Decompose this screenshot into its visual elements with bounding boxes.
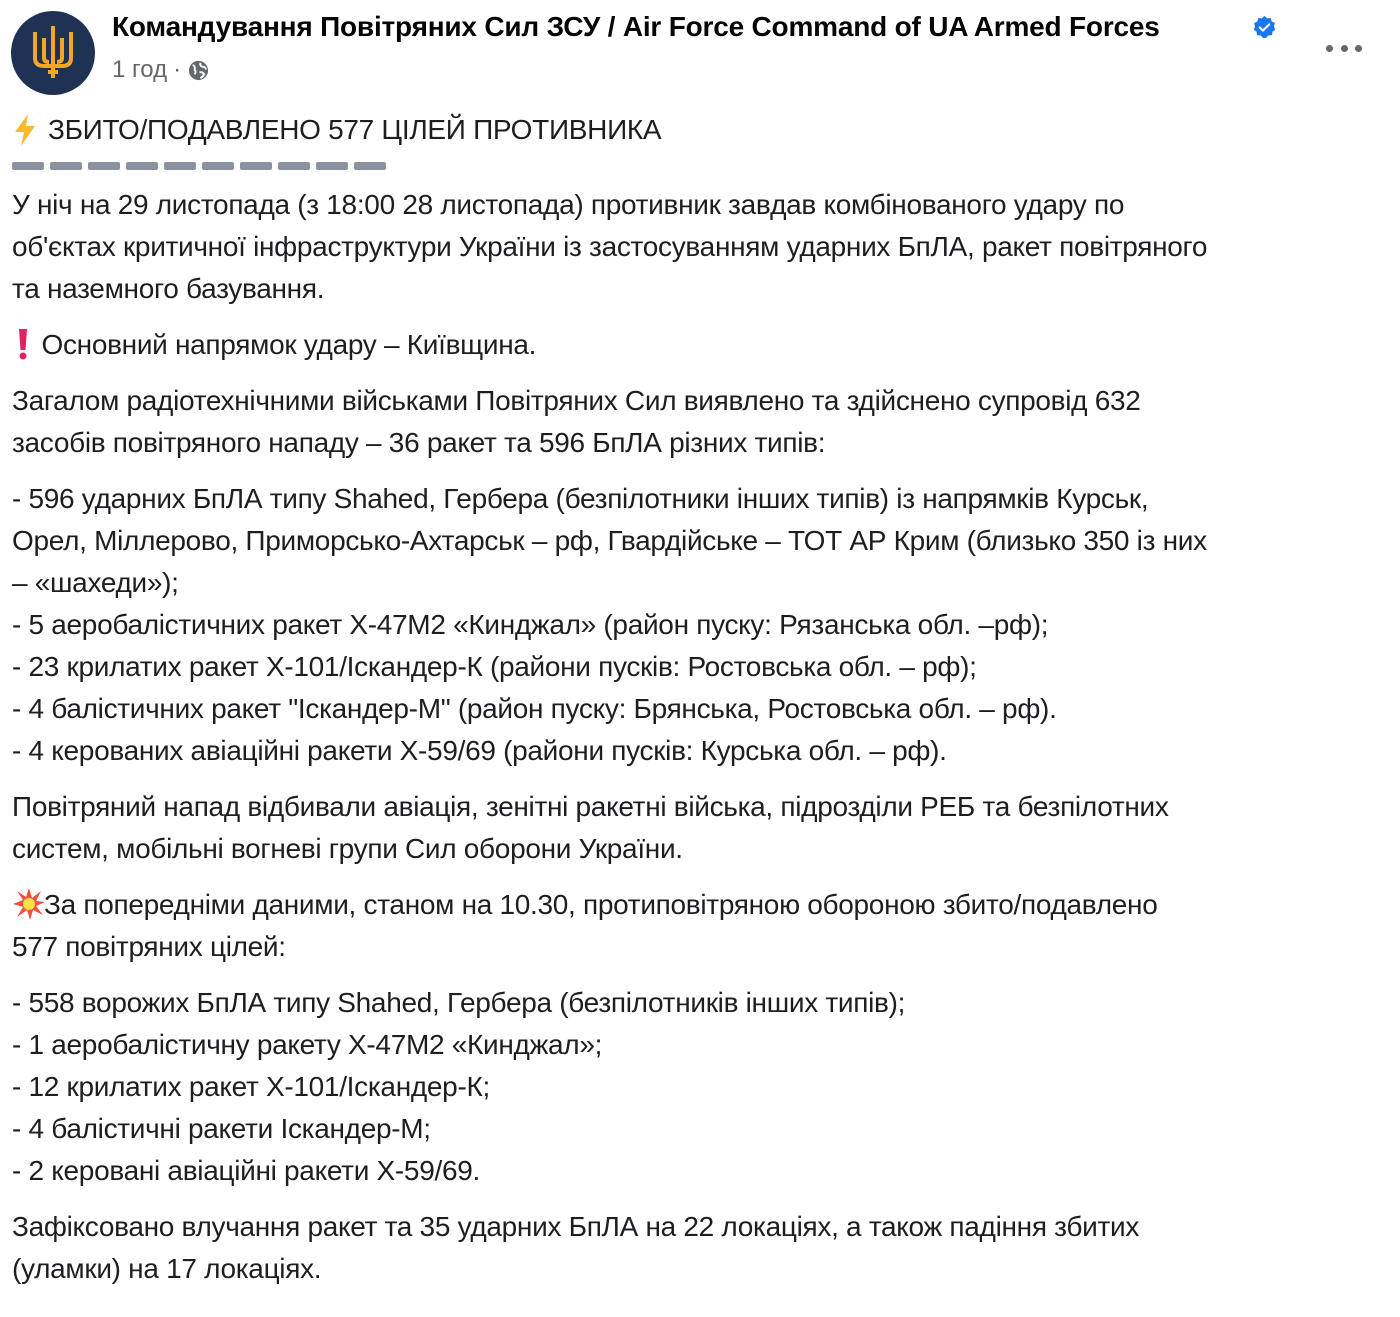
main-direction: Основний напрямок удару – Київщина. — [12, 324, 1392, 366]
globe-icon — [187, 59, 210, 82]
defense-paragraph: Повітряний напад відбивали авіація, зенітні ракетні війська, підрозділи РЕБ та безпілотних систем, мобільні вогневі групи Сил оборони України. — [12, 791, 1169, 864]
author-name[interactable]: Командування Повітряних Сил ЗСУ / Air Force Command of UA Armed Forces — [112, 11, 1160, 42]
post-headline — [12, 108, 1392, 152]
divider-line — [12, 162, 1392, 172]
headline-text: ЗБИТО/ПОДАВЛЕНО 577 ЦІЛЕЙ ПРОТИВНИКА — [48, 114, 662, 145]
post-header — [0, 0, 1400, 100]
trident-icon — [30, 24, 76, 82]
post-meta — [112, 56, 210, 84]
list-item: - 12 крилатих ракет Х-101/Іскандер-К; — [12, 1071, 490, 1102]
list-item: - 558 ворожих БпЛА типу Shahed, Гербера (безпілотників інших типів); — [12, 987, 906, 1018]
post-body — [12, 108, 1392, 1290]
list-item: - 596 ударних БпЛА типу Shahed, Гербера (безпілотники інших типів) із напрямків Курськ, — [12, 483, 1149, 514]
more-options-icon — [1326, 45, 1333, 52]
list-item: - 23 крилатих ракет Х-101/Іскандер-К (райони пусків: Ростовська обл. – рф); — [12, 651, 977, 682]
explosion-icon — [12, 887, 46, 921]
detected-summary: Загалом радіотехнічними військами Повітряних Сил виявлено та здійснено супровід 632 засобів повітряного нападу – 36 ракет та 596 БпЛА різних типів: — [12, 385, 1141, 458]
list-item: - 2 керовані авіаційні ракети Х-59/69. — [12, 1155, 480, 1186]
list-item: - 1 аеробалістичну ракету Х-47М2 «Кинджал»; — [12, 1029, 603, 1060]
hits-paragraph: Зафіксовано влучання ракет та 35 ударних БпЛА на 22 локаціях, а також падіння збитих (уламки) на 17 локаціях. — [12, 1211, 1140, 1284]
list-item: - 4 балістичні ракети Іскандер-М; — [12, 1113, 431, 1144]
intro-paragraph: У ніч на 29 листопада (з 18:00 28 листопада) противник завдав комбінованого удару по об'єктах критичної інфраструктури України із застосуванням ударних БпЛА, ракет повітряного та наземного базування. — [12, 189, 1208, 304]
timestamp-link[interactable]: 1 год — [112, 56, 168, 83]
meta-separator: · — [173, 56, 182, 83]
lightning-icon — [12, 113, 38, 147]
avatar[interactable] — [11, 11, 95, 95]
exclamation-icon — [12, 326, 34, 362]
result-list — [12, 982, 1392, 1192]
result-summary: За попередніми даними, станом на 10.30, протиповітряною обороною збито/подавлено 577 повітряних цілей: — [12, 884, 1392, 968]
detected-list — [12, 478, 1392, 772]
more-options-button[interactable] — [1322, 36, 1366, 60]
list-item: - 4 балістичних ракет "Іскандер-М" (район пуску: Брянська, Ростовська обл. – рф). — [12, 693, 1057, 724]
list-item: - 5 аеробалістичних ракет Х-47М2 «Кинджал» (район пуску: Рязанська обл. –рф); — [12, 609, 1049, 640]
list-item: Орел, Міллерово, Приморсько-Ахтарськ – рф, Гвардійське – ТОТ АР Крим (близько 350 із них — [12, 525, 1207, 556]
list-item: - 4 керованих авіаційні ракети Х-59/69 (райони пусків: Курська обл. – рф). — [12, 735, 947, 766]
list-item: – «шахеди»); — [12, 567, 179, 598]
verified-badge-icon — [1252, 15, 1277, 40]
